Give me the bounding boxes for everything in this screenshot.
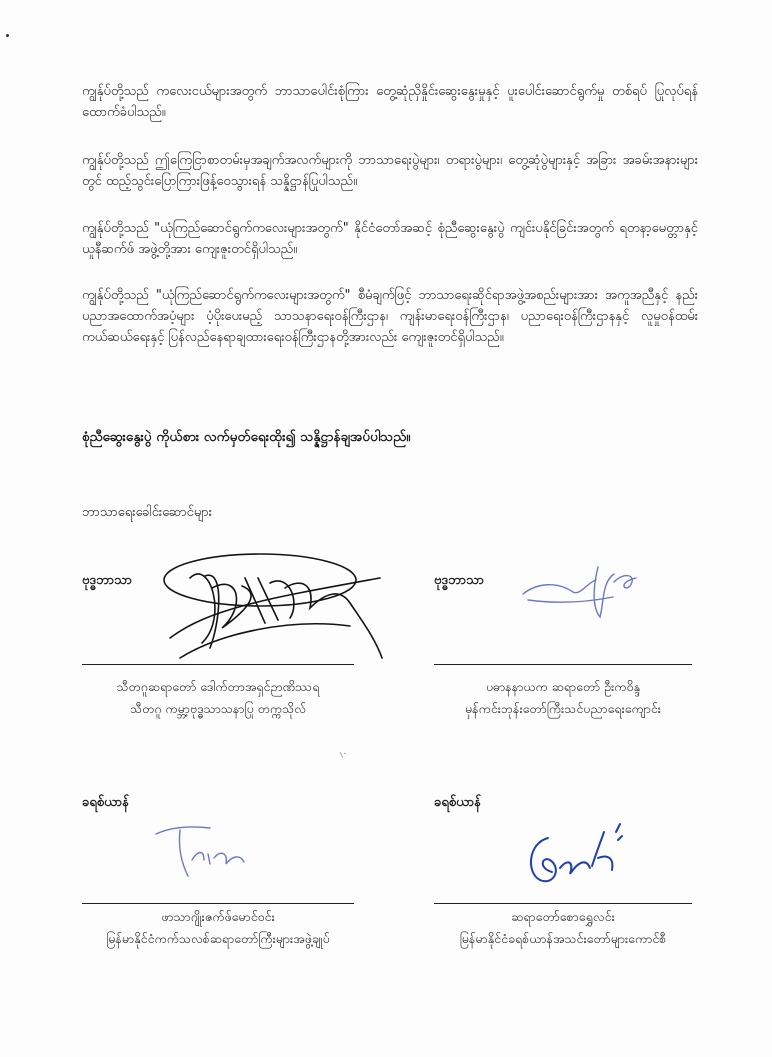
signatory-3-name: ဖာသာဂျိုးဇက်ဖ်မောင်ဝင်း: [161, 909, 275, 924]
signature-line-4: [434, 903, 692, 904]
signatory-2-name: ပဓာနနာယက ဆရာတော် ဦးကဝိန္ဒ: [485, 679, 640, 694]
signature-line-3: [82, 903, 354, 904]
signature-1-image: [150, 548, 390, 663]
signatory-4-role: ခရစ်ယာန်: [434, 795, 481, 810]
signatory-3-institution: မြန်မာနိုင်ငံကက်သလစ်ဆရာတော်ကြီးများအဖွဲ့ချုပ်: [106, 931, 330, 946]
signatory-1-institution: သီတဂူ ကမ္ဘာ့ဗုဒ္ဓသာသနာပြု တက္ကသိုလ်: [130, 701, 306, 716]
leaders-heading: ဘာသာရေးခေါင်းဆောင်များ: [82, 505, 213, 520]
signature-line-1: [82, 664, 354, 665]
scan-mark: [6, 34, 9, 37]
paragraph-thanks-partners: ကျွန်ုပ်တို့သည် "ယုံကြည်ဆောင်ရွက်ကလေးများအတွက်" နိုင်ငံတော်အဆင့် စုံညီဆွေးနွေးပွဲ ကျင်းပနိုင်ခြင်းအတွက် ရတနာ့မေတ္တာနှင့် ယူနီဆက်ဖ် အဖွဲ့တို့အား ကျေးဇူးတင်ရှိပါသည်။: [82, 221, 698, 257]
signature-3-image: [148, 820, 258, 880]
paragraph-thanks-ministries: ကျွန်ုပ်တို့သည် "ယုံကြည်ဆောင်ရွက်ကလေးများအတွက်" စီမံချက်ဖြင့် ဘာသာရေးဆိုင်ရာအဖွဲ့အစည်းများအား အကူအညီနှင့် နည်းပညာအထောက်အပံ့များ ပံ့ပိုးပေးမည့် သာသနာရေးဝန်ကြီးဌာန၊ ကျန်းမာရေးဝန်ကြီးဌာန၊ ပညာရေးဝန်ကြီးဌာနနှင့် လူမှုဝန်ထမ်းကယ်ဆယ်ရေးနှင့် ပြန်လည်နေရာချထားရေးဝန်ကြီးဌာနတို့အားလည်း ကျေးဇူးတင်ရှိပါသည်။: [82, 288, 698, 345]
scan-speck: [338, 750, 348, 760]
signatory-2-role: ဗုဒ္ဓဘာသာ: [434, 573, 484, 588]
signatory-4-institution: မြန်မာနိုင်ငံခရစ်ယာန်အသင်းတော်များကောင်စီ: [459, 931, 667, 946]
closing-statement: စုံညီဆွေးနွေးပွဲ ကိုယ်စား လက်မှတ်ရေးထိုး၍ သန္နိဋ္ဌာန်ချအပ်ပါသည်။: [82, 429, 411, 445]
signatory-1-name: သီတဂူဆရာတော် ဒေါက်တာအရှင်ဉာဏိဿရ: [116, 679, 320, 694]
signatory-2-institution: မှန်ကင်းဘုန်းတော်ကြီးသင်ပညာရေးကျောင်း: [465, 701, 661, 716]
signatory-4-name: ဆရာတော်စောရွှေလင်း: [511, 909, 615, 924]
signature-4-image: [518, 818, 638, 893]
signature-2-image: [518, 552, 648, 622]
signatory-3-role: ခရစ်ယာန်: [82, 795, 129, 810]
paragraph-dissemination: ကျွန်ုပ်တို့သည် ဤကြေငြာစာတမ်းမှအချက်အလက်များကို ဘာသာရေးပွဲများ၊ တရားပွဲများ၊ တွေ့ဆုံပွဲများနှင့် အခြား အခမ်းအနားများတွင် ထည့်သွင်းပြောကြားဖြန့်ဝေသွားရန် သန္နိဋ္ဌာန်ပြုပါသည်။: [82, 153, 698, 189]
signature-line-2: [434, 664, 692, 665]
signatory-1-role: ဗုဒ္ဓဘာသာ: [82, 573, 132, 588]
paragraph-support-dialogue: ကျွန်ုပ်တို့သည် ကလေးငယ်များအတွက် ဘာသာပေါင်းစုံကြား တွေ့ဆုံညှိနှိုင်းဆွေးနွေးမှုနှင့် ပူးပေါင်းဆောင်ရွက်မှု တစ်ရပ် ပြုလုပ်ရန် ထောက်ခံပါသည်။: [82, 84, 698, 120]
